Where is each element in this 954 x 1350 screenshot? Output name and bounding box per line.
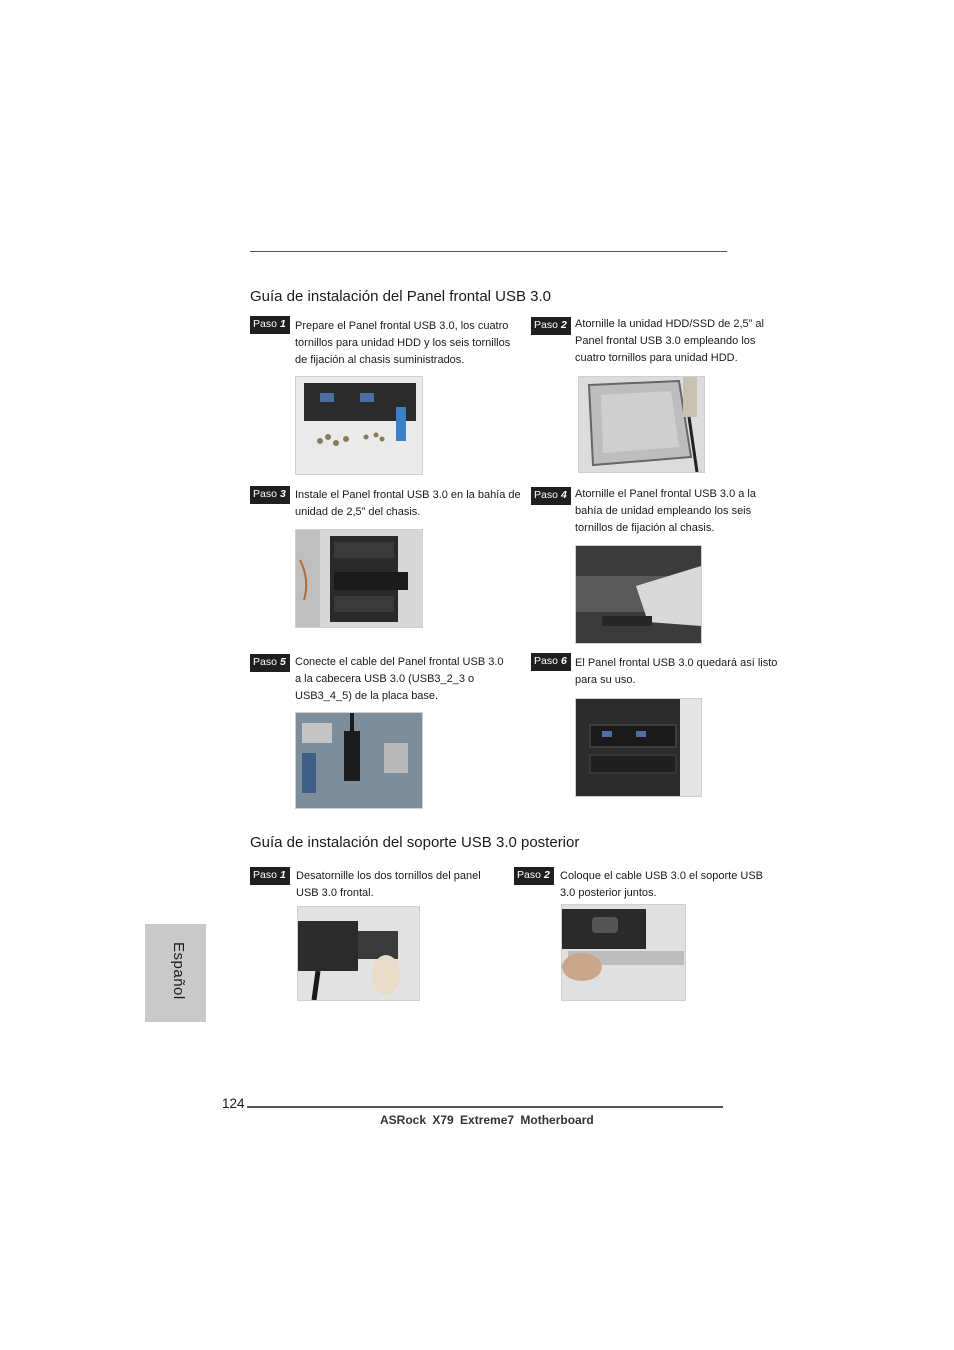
- step-badge-2: Paso 2: [531, 317, 571, 335]
- step-text-2: Atornille la unidad HDD/SSD de 2,5” al Panel frontal USB 3.0 empleando los cuatro tornillos para unidad HDD.: [575, 318, 764, 364]
- step-photo-3: [295, 529, 423, 628]
- rear-step-photo-2: [561, 904, 686, 1001]
- rear-step-text-1: Desatornille los dos tornillos del panel USB 3.0 frontal.: [296, 870, 481, 899]
- step-text-1: Prepare el Panel frontal USB 3.0, los cuatro tornillos para unidad HDD y los seis tornillos de fijación al chasis suministrados.: [295, 320, 511, 366]
- language-tab: [145, 924, 206, 1022]
- step-badge-3: Paso 3: [250, 486, 290, 504]
- bottom-rule: [247, 1106, 723, 1108]
- step-photo-1: [295, 376, 423, 475]
- rear-step-text-2: Coloque el cable USB 3.0 el soporte USB 3.0 posterior juntos.: [560, 870, 764, 899]
- step-photo-2: [578, 376, 705, 473]
- rear-step-badge-1: Paso 1: [250, 867, 290, 885]
- step-text-3: Instale el Panel frontal USB 3.0 en la bahía de unidad de 2,5” del chasis.: [295, 489, 521, 518]
- footer-product: ASRock X79 Extreme7 Motherboard: [380, 1113, 594, 1127]
- rear-step-badge-2: Paso 2: [514, 867, 554, 885]
- language-tab-label: Español: [170, 942, 187, 1000]
- step-badge-6: Paso 6: [531, 653, 571, 671]
- step-photo-4: [575, 545, 702, 644]
- step-text-5: Conecte el cable del Panel frontal USB 3.0 a la cabecera USB 3.0 (USB3_2_3 o USB3_4_5) de la placa base.: [295, 656, 504, 702]
- section-title-front-panel: Guía de instalación del Panel frontal USB 3.0: [250, 288, 552, 305]
- top-rule: [250, 251, 727, 252]
- step-text-6: El Panel frontal USB 3.0 quedará así listo para su uso.: [575, 657, 778, 686]
- step-badge-5: Paso 5: [250, 654, 290, 672]
- step-text-4: Atornille el Panel frontal USB 3.0 a la bahía de unidad empleando los seis tornillos de fijación al chasis.: [575, 488, 756, 534]
- rear-step-photo-1: [297, 906, 420, 1001]
- step-badge-4: Paso 4: [531, 487, 571, 505]
- step-photo-6: [575, 698, 702, 797]
- step-photo-5: [295, 712, 423, 809]
- section-title-rear-bracket: Guía de instalación del soporte USB 3.0 posterior: [250, 834, 580, 851]
- step-badge-1: Paso 1: [250, 316, 290, 334]
- page-number: 124: [222, 1096, 245, 1111]
